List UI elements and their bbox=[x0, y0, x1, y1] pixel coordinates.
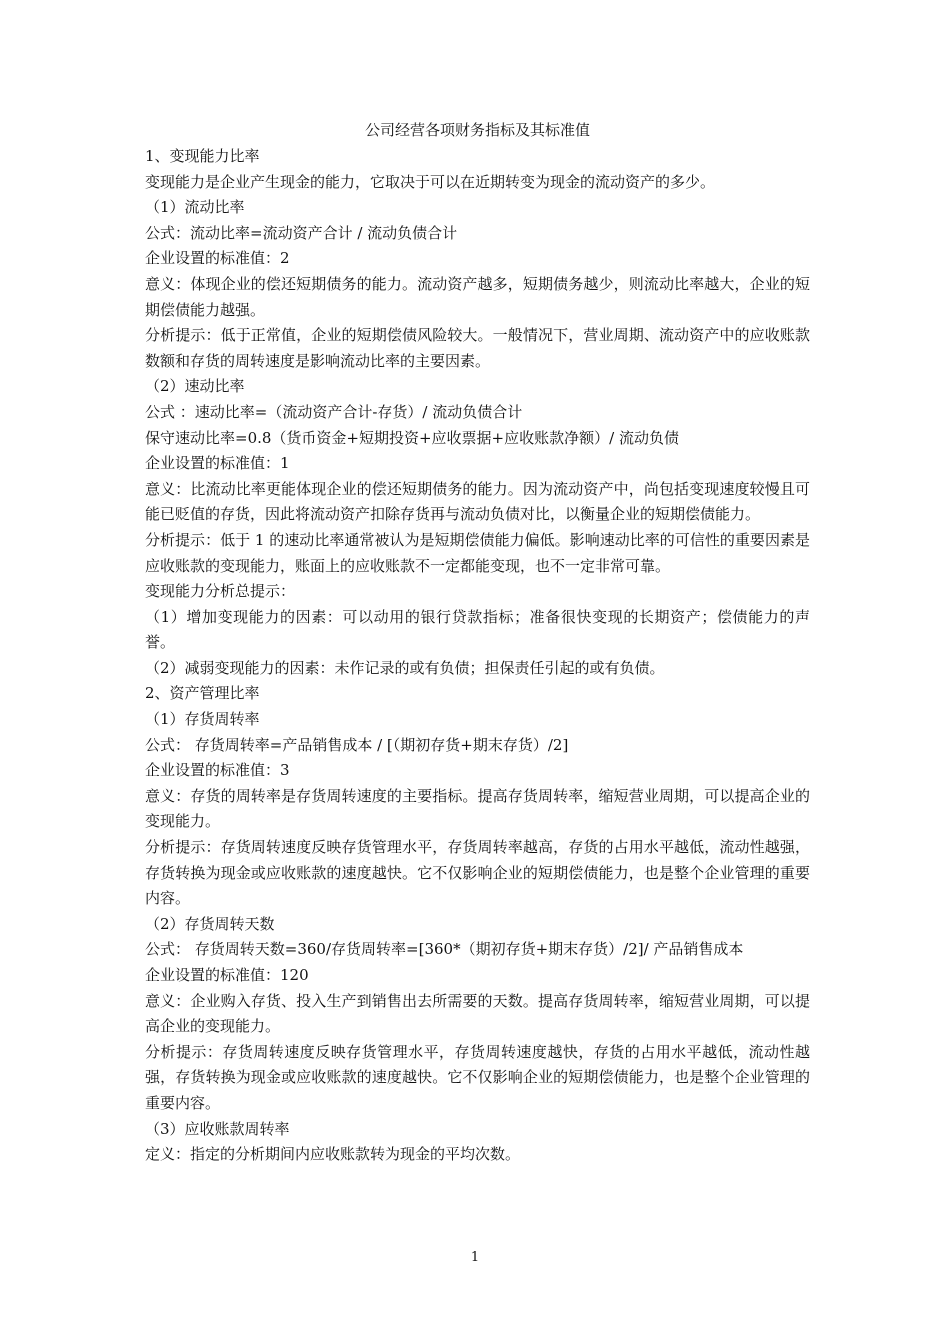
liquidity-decrease-factors: （2）减弱变现能力的因素：未作记录的或有负债；担保责任引起的或有负债。 bbox=[145, 658, 665, 677]
document-title: 公司经营各项财务指标及其标准值 bbox=[364, 121, 590, 139]
standard-inventory-days: 企业设置的标准值：120 bbox=[145, 966, 309, 984]
standard-inventory-turnover: 企业设置的标准值：3 bbox=[145, 761, 290, 780]
section-heading-asset-management: 2、资产管理比率 bbox=[145, 684, 260, 703]
formula-inventory-turnover: 公式： 存货周转率=产品销售成本 / [（期初存货+期末存货）/2] bbox=[145, 735, 569, 754]
analysis-quick-ratio: 分析提示：低于 1 的速动比率通常被认为是短期偿债能力偏低。影响速动比率的可信性的重要因素是应收账款的变现能力，账面上的应收账款不一定都能变现，也不一定非常可靠。 bbox=[145, 530, 810, 575]
formula-quick-ratio: 公式 ：速动比率=（流动资产合计-存货）/ 流动负债合计 bbox=[145, 402, 523, 421]
section-heading-liquidity: 1、变现能力比率 bbox=[145, 147, 260, 165]
liquidity-summary-heading: 变现能力分析总提示： bbox=[145, 582, 296, 601]
standard-current-ratio: 企业设置的标准值：2 bbox=[145, 249, 290, 268]
paragraph-liquidity-definition: 变现能力是企业产生现金的能力，它取决于可以在近期转变为现金的流动资产的多少。 bbox=[145, 172, 716, 191]
subheading-inventory-turnover: （1）存货周转率 bbox=[145, 710, 260, 729]
subheading-quick-ratio: （2）速动比率 bbox=[145, 377, 245, 396]
subheading-inventory-days: （2）存货周转天数 bbox=[145, 914, 275, 933]
analysis-inventory-days: 分析提示：存货周转速度反映存货管理水平，存货周转速度越快，存货的占用水平越低，流动性越强，存货转换为现金或应收账款的速度越快。它不仅影响企业的短期偿债能力，也是整个企业管理的重要内容。 bbox=[145, 1042, 810, 1112]
document-body bbox=[145, 118, 810, 1168]
formula-inventory-days: 公式： 存货周转天数=360/存货周转率=[360*（期初存货+期末存货）/2]/ 产品销售成本 bbox=[145, 940, 744, 959]
formula-conservative-quick-ratio: 保守速动比率=0.8（货币资金+短期投资+应收票据+应收账款净额）/ 流动负债 bbox=[145, 428, 679, 447]
standard-quick-ratio: 企业设置的标准值：1 bbox=[145, 454, 290, 473]
meaning-current-ratio: 意义：体现企业的偿还短期债务的能力。流动资产越多，短期债务越少，则流动比率越大，企业的短期偿债能力越强。 bbox=[145, 274, 810, 319]
definition-receivables-turnover: 定义：指定的分析期间内应收账款转为现金的平均次数。 bbox=[145, 1145, 521, 1164]
meaning-inventory-turnover: 意义：存货的周转率是存货周转速度的主要指标。提高存货周转率，缩短营业周期，可以提高企业的变现能力。 bbox=[145, 786, 810, 831]
subheading-receivables-turnover: （3）应收账款周转率 bbox=[145, 1119, 290, 1138]
analysis-inventory-turnover: 分析提示：存货周转速度反映存货管理水平，存货周转率越高，存货的占用水平越低，流动性越强，存货转换为现金或应收账款的速度越快。它不仅影响企业的短期偿债能力，也是整个企业管理的重要内容。 bbox=[145, 838, 810, 908]
formula-current-ratio: 公式：流动比率=流动资产合计 / 流动负债合计 bbox=[145, 223, 458, 242]
page-number: 1 bbox=[470, 1250, 480, 1265]
meaning-quick-ratio: 意义：比流动比率更能体现企业的偿还短期债务的能力。因为流动资产中，尚包括变现速度较慢且可能已贬值的存货，因此将流动资产扣除存货再与流动负债对比，以衡量企业的短期偿债能力。 bbox=[145, 479, 810, 524]
liquidity-increase-factors: （1）增加变现能力的因素：可以动用的银行贷款指标；准备很快变现的长期资产；偿债能力的声誉。 bbox=[145, 607, 810, 652]
subheading-current-ratio: （1）流动比率 bbox=[145, 198, 245, 217]
analysis-current-ratio: 分析提示：低于正常值，企业的短期偿债风险较大。一般情况下，营业周期、流动资产中的应收账款数额和存货的周转速度是影响流动比率的主要因素。 bbox=[145, 326, 810, 370]
meaning-inventory-days: 意义：企业购入存货、投入生产到销售出去所需要的天数。提高存货周转率，缩短营业周期，可以提高企业的变现能力。 bbox=[145, 991, 810, 1036]
